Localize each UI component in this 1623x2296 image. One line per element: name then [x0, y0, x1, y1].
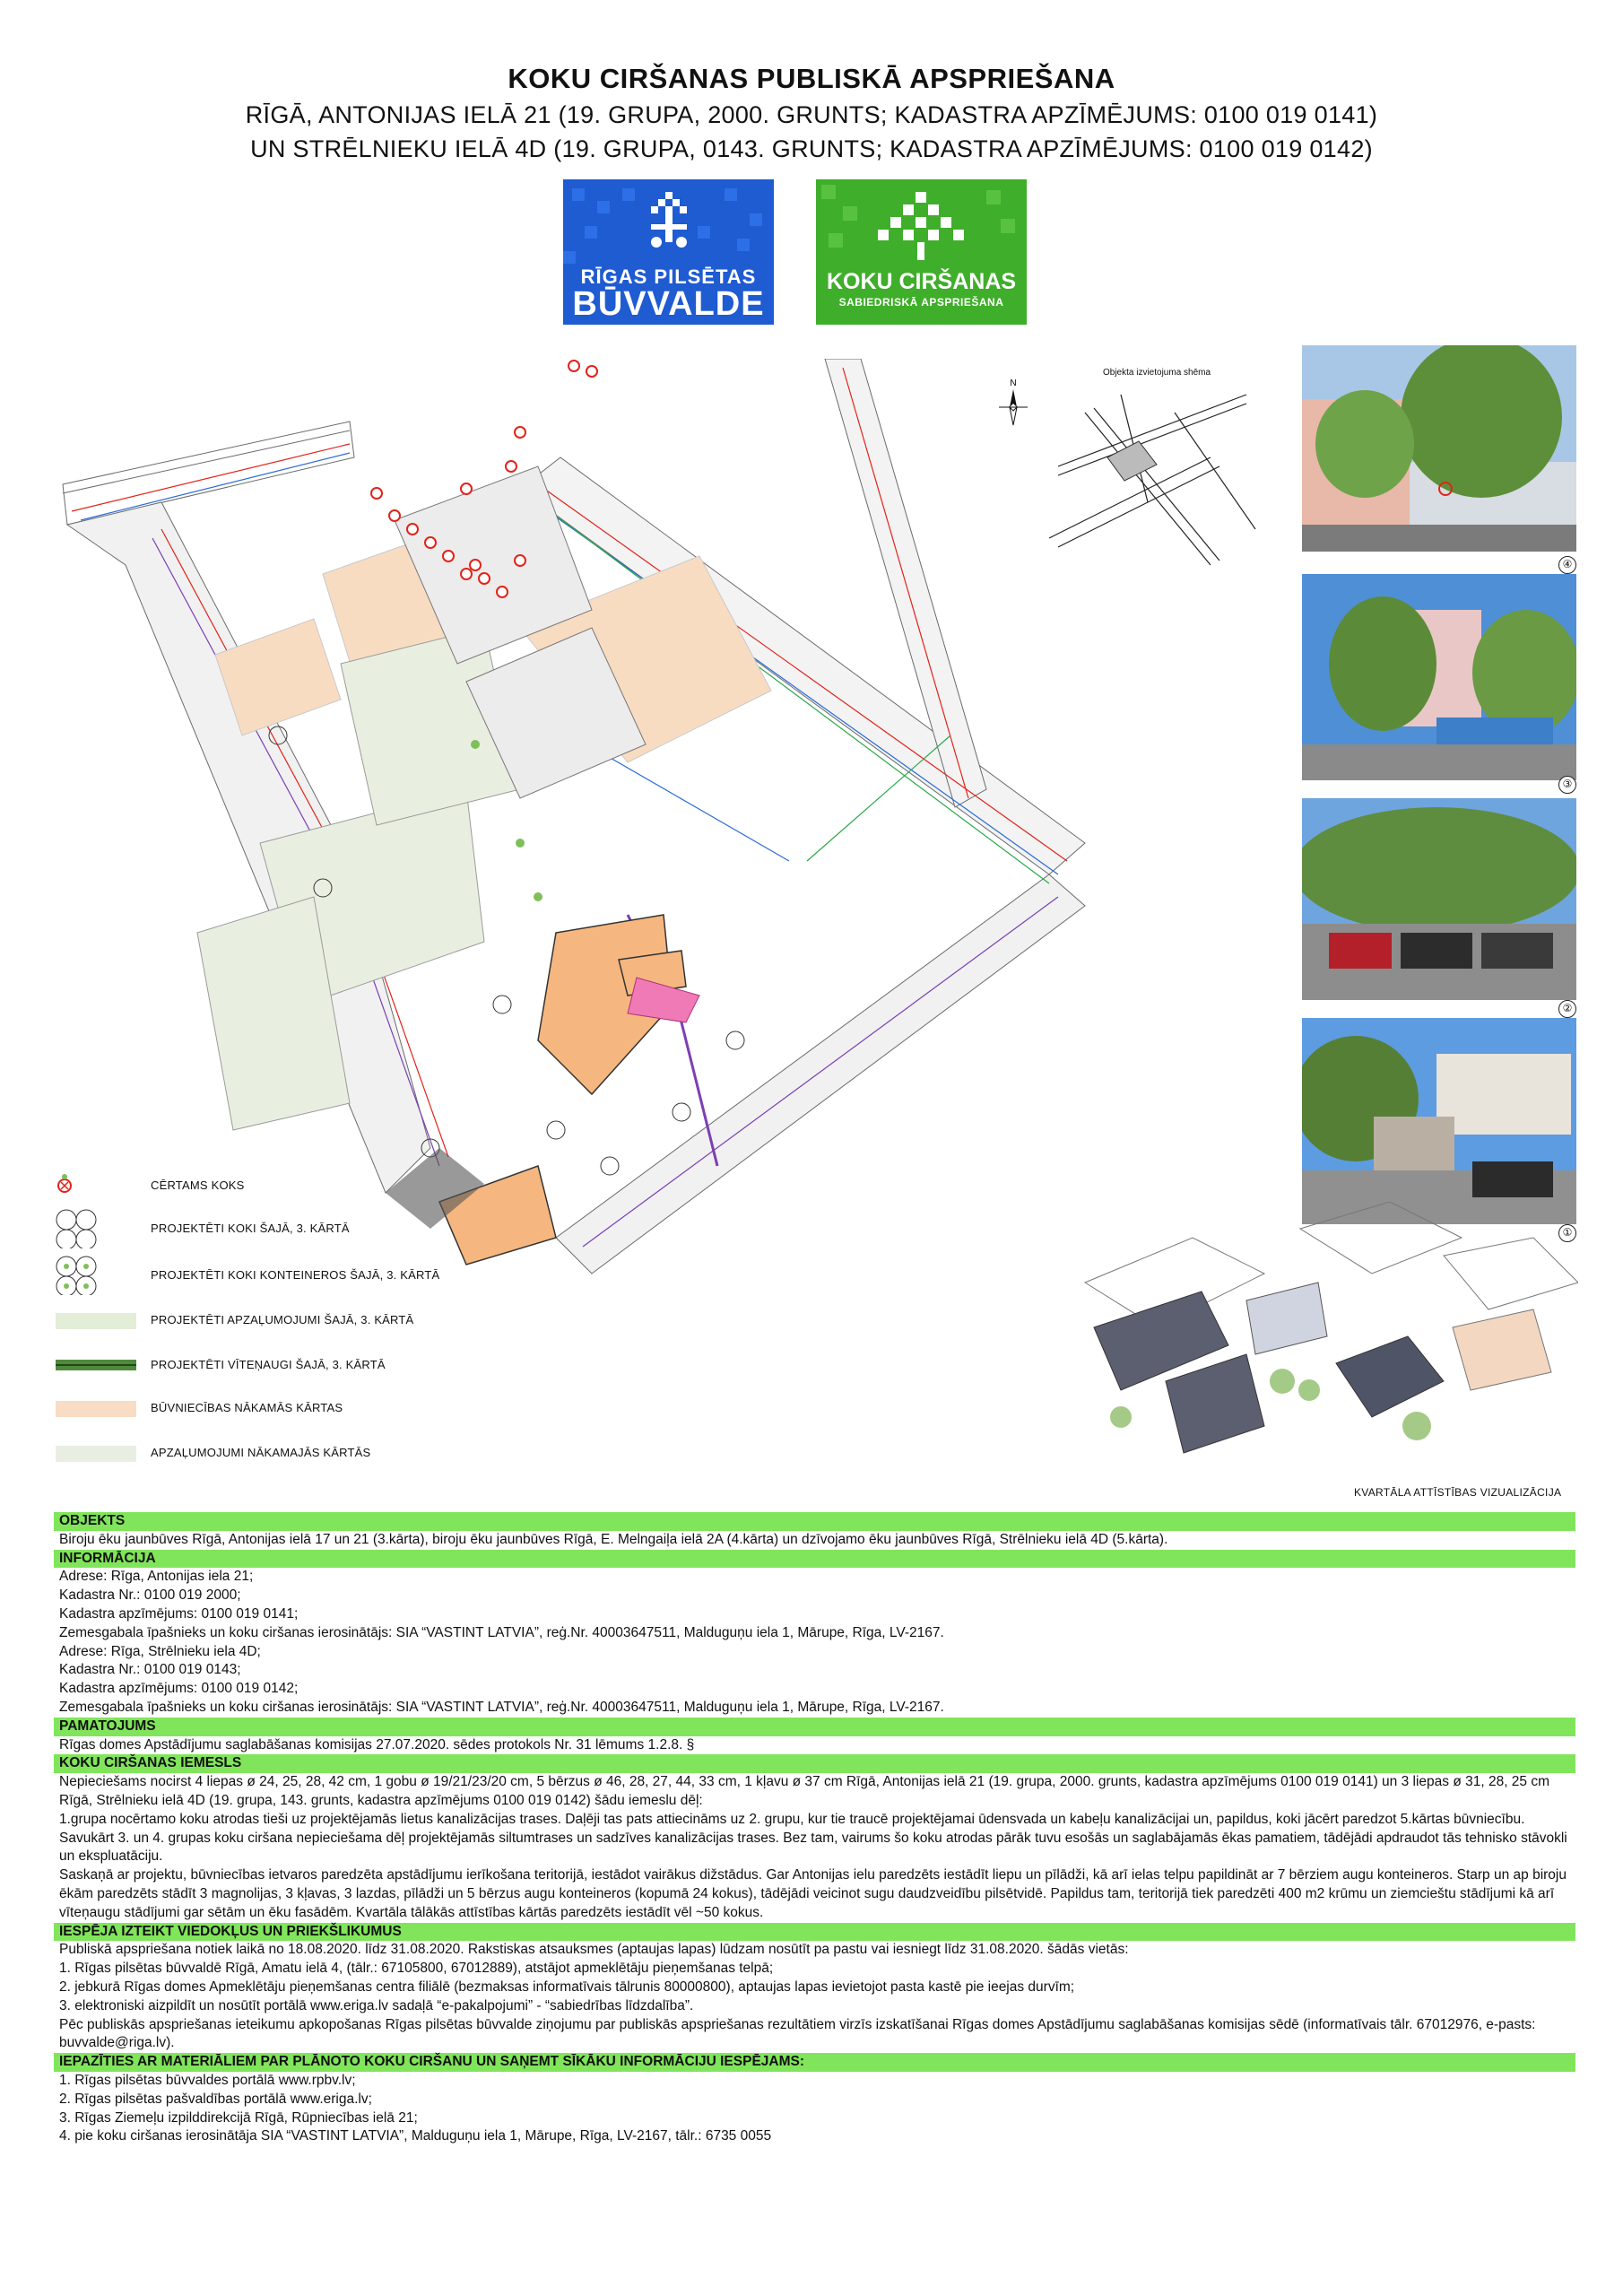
iemesls-heading: KOKU CIRŠANAS IEMESLS [54, 1754, 1575, 1773]
climbing-plants-swatch [54, 1345, 139, 1385]
iespeja-line: 1. Rīgas pilsētas būvvaldē Rīgā, Amatu ielā 4, (tālr.: 67105800, 67012889), atstājot apmeklētāju pieņemšanas telpā; [59, 1961, 774, 1977]
legend-label-container-trees: PROJEKTĒTI KOKI KONTEINEROS ŠAJĀ, 3. KĀRTĀ [151, 1268, 440, 1282]
legend-item-future-greenery [54, 1433, 484, 1473]
photo-4-number: ④ [1558, 556, 1576, 574]
photo-1-number: ① [1558, 1224, 1576, 1242]
objekts-heading: OBJEKTS [54, 1512, 1575, 1531]
photo-4-image [1302, 345, 1576, 552]
photo-2 [1302, 798, 1576, 1000]
iespeja-heading: IESPĒJA IZTEIKT VIEDOKĻUS UN PRIEKŠLIKUMUS [54, 1923, 1575, 1942]
iespeja-line: Publiskā apspriešana notiek laikā no 18.08.2020. līdz 31.08.2020. Rakstiskas atsauksmes (aptaujas lapas) lūdzam nosūtīt pa pastu vai iesniegt līdz 31.08.2020. šādās vietās: [59, 1942, 1129, 1958]
info-section [54, 1512, 1575, 2146]
site-plan [54, 359, 1121, 1283]
info-line: Zemesgabala īpašnieks un koku ciršanas ierosinātājs: SIA “VASTINT LATVIA”, reģ.Nr. 40003647511, Malduguņu iela 1, Mārupe, Rīga, LV-2167. [59, 1624, 944, 1640]
legend-item-cut-tree [54, 1166, 484, 1205]
iemesls-paragraph-3: Saskaņā ar projektu, būvniecības ietvaros paredzēta apstādījumu ierīkošana teritorijā, iestādot vairākus dižstādus. Gar Antonijas ielu paredzēts iestādīt liepu un pīlādži, kā arī ielas telpu papildināt ar 7 bērziem augu konteineros. Starp un ap biroju ēkām paredzēts stādīt 3 magnolijas, 3 kļavas, 3 lazdas, pīlādži un 5 bērzus augu konteineros (kopumā 24 kokus), tādējādi veicinot sugu daudzveidību pilsētvidē. Papildus tam, teritorijā tiek paredzēti 400 m2 krūmu un ziemcieštu stādījumi kā arī vīteņaugu stādījumi gar sētām un ēku fasādēm. Kvartāla tālākās attīstības kārtās paredzēts iestādīt vēl ~50 kokus. [59, 1867, 1567, 1920]
photo-3-number: ③ [1558, 776, 1576, 794]
visualization-caption: KVARTĀLA ATTĪSTĪBAS VIZUALIZĀCIJA [1354, 1486, 1562, 1499]
page-title: KOKU CIRŠANAS PUBLISKĀ APSPRIEŠANA [508, 63, 1115, 94]
objekts-text: Biroju ēku jaunbūves Rīgā, Antonijas ielā 17 un 21 (3.kārta), biroju ēku jaunbūves Rīgā, E. Melngaiļa ielā 2A (4.kārta) un dzīvojamo ēku jaunbūves Rīgā, Strēlnieku ielā 4D (5.kārta). [59, 1531, 1168, 1547]
legend-label-future-construction: BŪVNIECĪBAS NĀKAMĀS KĀRTAS [151, 1401, 343, 1414]
iepazities-line: 4. pie koku ciršanas ierosinātāja SIA “VASTINT LATVIA”, Malduguņu iela 1, Mārupe, Rīga, LV-2167, tālr.: 6735 0055 [59, 2128, 772, 2144]
info-line: Kadastra apzīmējums: 0100 019 0142; [59, 1681, 299, 1697]
iemesls-paragraph-1: Nepieciešams nocirst 4 liepas ø 24, 25, 28, 42 cm, 1 gobu ø 19/21/23/20 cm, 5 bērzus ø 46, 28, 27, 44, 33 cm, 1 kļavu ø 37 cm Rīgā, Antonijas ielā 21 (19. grupa, 2000. grunts, kadastra apzīmējums 0100 019 0141) un 3 liepas ø 31, 28, 25 cm Rīgā, Strēlnieku ielā 4D (19. grupa, 143. grunts, kadastra apzīmējums 0100 019 0142) šādu iemeslu dēļ: [59, 1774, 1550, 1808]
cut-tree-icon [54, 1166, 139, 1205]
info-line: Adrese: Rīga, Strēlnieku iela 4D; [59, 1643, 261, 1659]
iespeja-line: Pēc publiskās apspriešanas ieteikumu apkopošanas Rīgas pilsētas būvvalde ziņojumu par publiskās apspriešanas rezultātiem virzīs izskatīšanai Rīgas domes Apstādījumu saglabāšanas komisijas sēdē (informatīvais tālr. 67012976, e-pasts: buvvalde@riga.lv). [59, 2016, 1536, 2051]
legend-item-planned-greenery [54, 1300, 484, 1340]
pamatojums-text: Rīgas domes Apstādījumu saglabāšanas komisijas 27.07.2020. sēdes protokols Nr. 31 lēmums 1.2.8. § [59, 1736, 695, 1752]
legend-item-climbing-plants [54, 1345, 484, 1385]
iepazities-heading: IEPAZĪTIES AR MATERIĀLIEM PAR PLĀNOTO KOKU CIRŠANU UN SAŅEMT SĪKĀKU INFORMĀCIJU IESPĒJAMS: [54, 2053, 1575, 2072]
iespeja-line: 3. elektroniski aizpildīt un nosūtīt portālā www.eriga.lv sadaļā “e-pakalpojumi” - “sabiedrības līdzdalība”. [59, 1997, 694, 2013]
informacija-heading: INFORMĀCIJA [54, 1550, 1575, 1569]
rpb-logo-line-2: BŪVVALDE [572, 285, 765, 323]
photo-2-number: ② [1558, 1000, 1576, 1018]
tree-cutting-logo [816, 179, 1027, 325]
info-line: Kadastra Nr.: 0100 019 0143; [59, 1662, 241, 1678]
legend-item-future-construction [54, 1388, 484, 1428]
legend-label-cut-tree: CĒRTAMS KOKS [151, 1178, 245, 1192]
planned-greenery-swatch [54, 1300, 139, 1340]
legend-label-planned-greenery: PROJEKTĒTI APZAĻUMOJUMI ŠAJĀ, 3. KĀRTĀ [151, 1313, 414, 1326]
iemesls-paragraph-2: 1.grupa nocērtamo koku atrodas tieši uz projektējamās lietus kanalizācijas trases. Daļēji tas pats attiecināms uz 2. grupu, kur tie traucē projektējamai ūdensvada un kabeļu kanalizācijai un, papildus, koki jācērt paredzot 5.kārtas būvniecību. Savukārt 3. un 4. grupas koku ciršana nepieciešama dēļ projektējamās siltumtrases un sadzīves kanalizācijas trases. Bez tam, vairums šo koku atrodas pārāk tuvu esošās un saglabājamās ēkas pamatiem, tādējādi apdraudot tās tehnisko stāvokli un ekspluatāciju. [59, 1811, 1567, 1865]
legend-label-planned-trees: PROJEKTĒTI KOKI ŠAJĀ, 3. KĀRTĀ [151, 1222, 350, 1235]
rpb-logo-line-1: RĪGAS PILSĒTAS [580, 265, 757, 288]
photo-1 [1302, 1018, 1576, 1224]
info-line: Kadastra Nr.: 0100 019 2000; [59, 1587, 241, 1604]
subtitle-line-1: RĪGĀ, ANTONIJAS IELĀ 21 (19. GRUPA, 2000. GRUNTS; KADASTRA APZĪMĒJUMS: 0100 019 0141) [245, 101, 1378, 128]
container-tree-icon [54, 1256, 139, 1295]
photo-2-image [1302, 798, 1576, 1000]
legend-item-container-trees [54, 1256, 484, 1295]
site-plan-drawing [54, 359, 1121, 1283]
future-construction-swatch [54, 1388, 139, 1428]
kc-logo-line-2: SABIEDRISKĀ APSPRIEŠANA [838, 296, 1004, 309]
quarter-visualization [1067, 1202, 1578, 1471]
iepazities-line: 1. Rīgas pilsētas būvvaldes portālā www.rpbv.lv; [59, 2072, 356, 2088]
photo-4 [1302, 345, 1576, 552]
iepazities-line: 2. Rīgas pilsētas pašvaldības portālā www.eriga.lv; [59, 2091, 372, 2107]
photo-1-image [1302, 1018, 1576, 1224]
legend-label-future-greenery: APZAĻUMOJUMI NĀKAMAJĀS KĀRTĀS [151, 1446, 371, 1459]
svg-text:N: N [1010, 378, 1017, 388]
iepazities-line: 3. Rīgas Ziemeļu izpilddirekcijā Rīgā, Rūpniecības ielā 21; [59, 2109, 418, 2126]
subtitle-line-2: UN STRĒLNIEKU IELĀ 4D (19. GRUPA, 0143. GRUNTS; KADASTRA APZĪMĒJUMS: 0100 019 0142) [250, 135, 1373, 162]
future-greenery-swatch [54, 1433, 139, 1473]
planned-tree-icon [54, 1209, 139, 1248]
pamatojums-heading: PAMATOJUMS [54, 1718, 1575, 1736]
visualization-drawing [1067, 1202, 1578, 1471]
legend-label-climbing-plants: PROJEKTĒTI VĪTEŅAUGI ŠAJĀ, 3. KĀRTĀ [151, 1358, 386, 1371]
kc-logo-line-1: KOKU CIRŠANAS [826, 269, 1017, 294]
info-line: Kadastra apzīmējums: 0100 019 0141; [59, 1605, 299, 1622]
iespeja-line: 2. jebkurā Rīgas domes Apmeklētāju pieņemšanas centra filiālē (bezmaksas informatīvais tālrunis 80000800), aptaujas lapas ievietojot pasta kastē pie ieejas durvīm; [59, 1979, 1075, 1995]
riga-building-board-logo [563, 179, 774, 325]
location-scheme-title: Objekta izvietojuma shēma [1103, 368, 1211, 378]
legend-item-planned-trees [54, 1209, 484, 1248]
header [0, 63, 1623, 163]
info-line: Adrese: Rīga, Antonijas iela 21; [59, 1569, 254, 1585]
info-line: Zemesgabala īpašnieks un koku ciršanas ierosinātājs: SIA “VASTINT LATVIA”, reģ.Nr. 40003647511, Malduguņu iela 1, Mārupe, Rīga, LV-2167. [59, 1699, 944, 1715]
photo-3-image [1302, 574, 1576, 780]
photo-3 [1302, 574, 1576, 780]
